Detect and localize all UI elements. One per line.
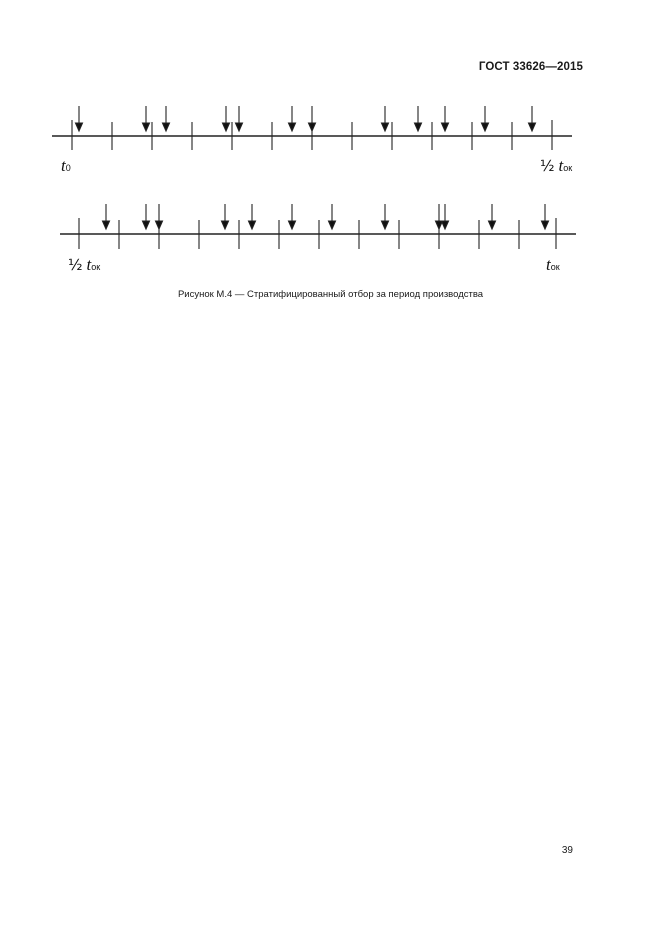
down-arrow-icon <box>442 106 449 131</box>
down-arrow-icon <box>236 106 243 131</box>
timeline-1 <box>52 106 572 175</box>
down-arrow-icon <box>382 106 389 131</box>
down-arrow-icon <box>222 204 229 229</box>
timeline-2-start-label: ½ tок <box>68 255 101 274</box>
figure-caption: Рисунок М.4 — Стратифицированный отбор за период производства <box>177 289 484 300</box>
timeline-2-sample-arrows <box>103 204 549 229</box>
timeline-1-start-label: t0 <box>61 156 71 175</box>
down-arrow-icon <box>156 204 163 229</box>
timeline-1-end-label: ½ tок <box>540 156 573 175</box>
page-number: 39 <box>561 845 573 856</box>
down-arrow-icon <box>289 204 296 229</box>
down-arrow-icon <box>223 106 230 131</box>
down-arrow-icon <box>143 106 150 131</box>
down-arrow-icon <box>482 106 489 131</box>
down-arrow-icon <box>76 106 83 131</box>
down-arrow-icon <box>415 106 422 131</box>
sampling-figure <box>0 0 661 330</box>
down-arrow-icon <box>442 204 449 229</box>
down-arrow-icon <box>103 204 110 229</box>
down-arrow-icon <box>542 204 549 229</box>
down-arrow-icon <box>489 204 496 229</box>
timeline-1-sample-arrows <box>76 106 536 131</box>
down-arrow-icon <box>309 106 316 131</box>
down-arrow-icon <box>382 204 389 229</box>
document-header: ГОСТ 33626—2015 <box>478 61 583 73</box>
down-arrow-icon <box>249 204 256 229</box>
down-arrow-icon <box>436 204 443 229</box>
timeline-2 <box>60 204 576 274</box>
down-arrow-icon <box>289 106 296 131</box>
down-arrow-icon <box>143 204 150 229</box>
timeline-2-end-label: tок <box>546 255 560 274</box>
down-arrow-icon <box>529 106 536 131</box>
down-arrow-icon <box>329 204 336 229</box>
down-arrow-icon <box>163 106 170 131</box>
